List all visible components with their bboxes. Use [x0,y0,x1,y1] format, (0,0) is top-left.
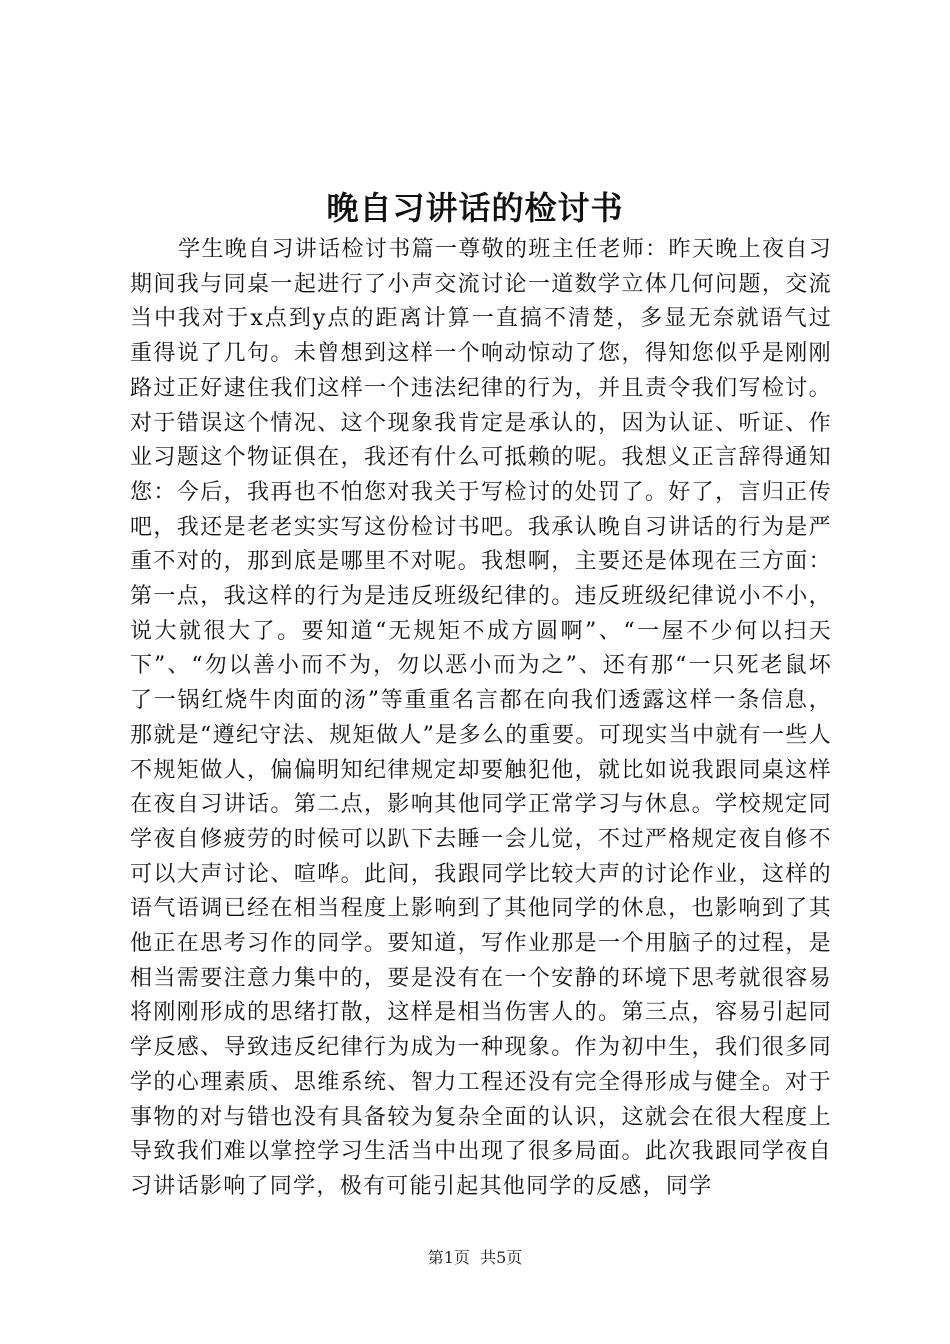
page-footer [0,1246,950,1270]
page-total: 共5页 [480,1248,523,1267]
document-body: 学生晚自习讲话检讨书篇一尊敬的班主任老师：昨天晚上夜自习期间我与同桌一起进行了小声交流讨论一道数学立体几何问题，交流当中我对于x点到y点的距离计算一直搞不清楚，多显无奈就语气过重得说了几句。未曾想到这样一个响动惊动了您，得知您似乎是刚刚路过正好逮住我们这样一个违法纪律的行为，并且责令我们写检讨。对于错误这个情况、这个现象我肯定是承认的，因为认证、听证、作业习题这个物证俱在，我还有什么可抵赖的呢。我想义正言辞得通知您：今后，我再也不怕您对我关于写检讨的处罚了。好了，言归正传吧，我还是老老实实写这份检讨书吧。我承认晚自习讲话的行为是严重不对的，那到底是哪里不对呢。我想啊，主要还是体现在三方面：第一点，我这样的行为是违反班级纪律的。违反班级纪律说小不小，说大就很大了。要知道“无规矩不成方圆啊”、“一屋不少何以扫天下”、“勿以善小而不为，勿以恶小而为之”、还有那“一只死老鼠坏了一锅红烧牛肉面的汤”等重重名言都在向我们透露这样一条信息，那就是“遵纪守法、规矩做人”是多么的重要。可现实当中就有一些人不规矩做人，偏偏明知纪律规定却要触犯他，就比如说我跟同桌这样在夜自习讲话。第二点，影响其他同学正常学习与休息。学校规定同学夜自修疲劳的时候可以趴下去睡一会儿觉，不过严格规定夜自修不可以大声讨论、喧哗。此间，我跟同学比较大声的讨论作业，这样的语气语调已经在相当程度上影响到了其他同学的休息，也影响到了其他正在思考习作的同学。要知道，写作业那是一个用脑子的过程，是相当需要注意力集中的，要是没有在一个安静的环境下思考就很容易将刚刚形成的思绪打散，这样是相当伤害人的。第三点，容易引起同学反感、导致违反纪律行为成为一种现象。作为初中生，我们很多同学的心理素质、思维系统、智力工程还没有完全得形成与健全。对于事物的对与错也没有具备较为复杂全面的认识，这就会在很大程度上导致我们难以掌控学习生活当中出现了很多局面。此次我跟同学夜自习讲话影响了同学，极有可能引起其他同学的反感，同学 [130,237,832,1199]
page-number: 第1页 [427,1248,470,1267]
document-title: 晚自习讲话的检讨书 [326,189,624,227]
